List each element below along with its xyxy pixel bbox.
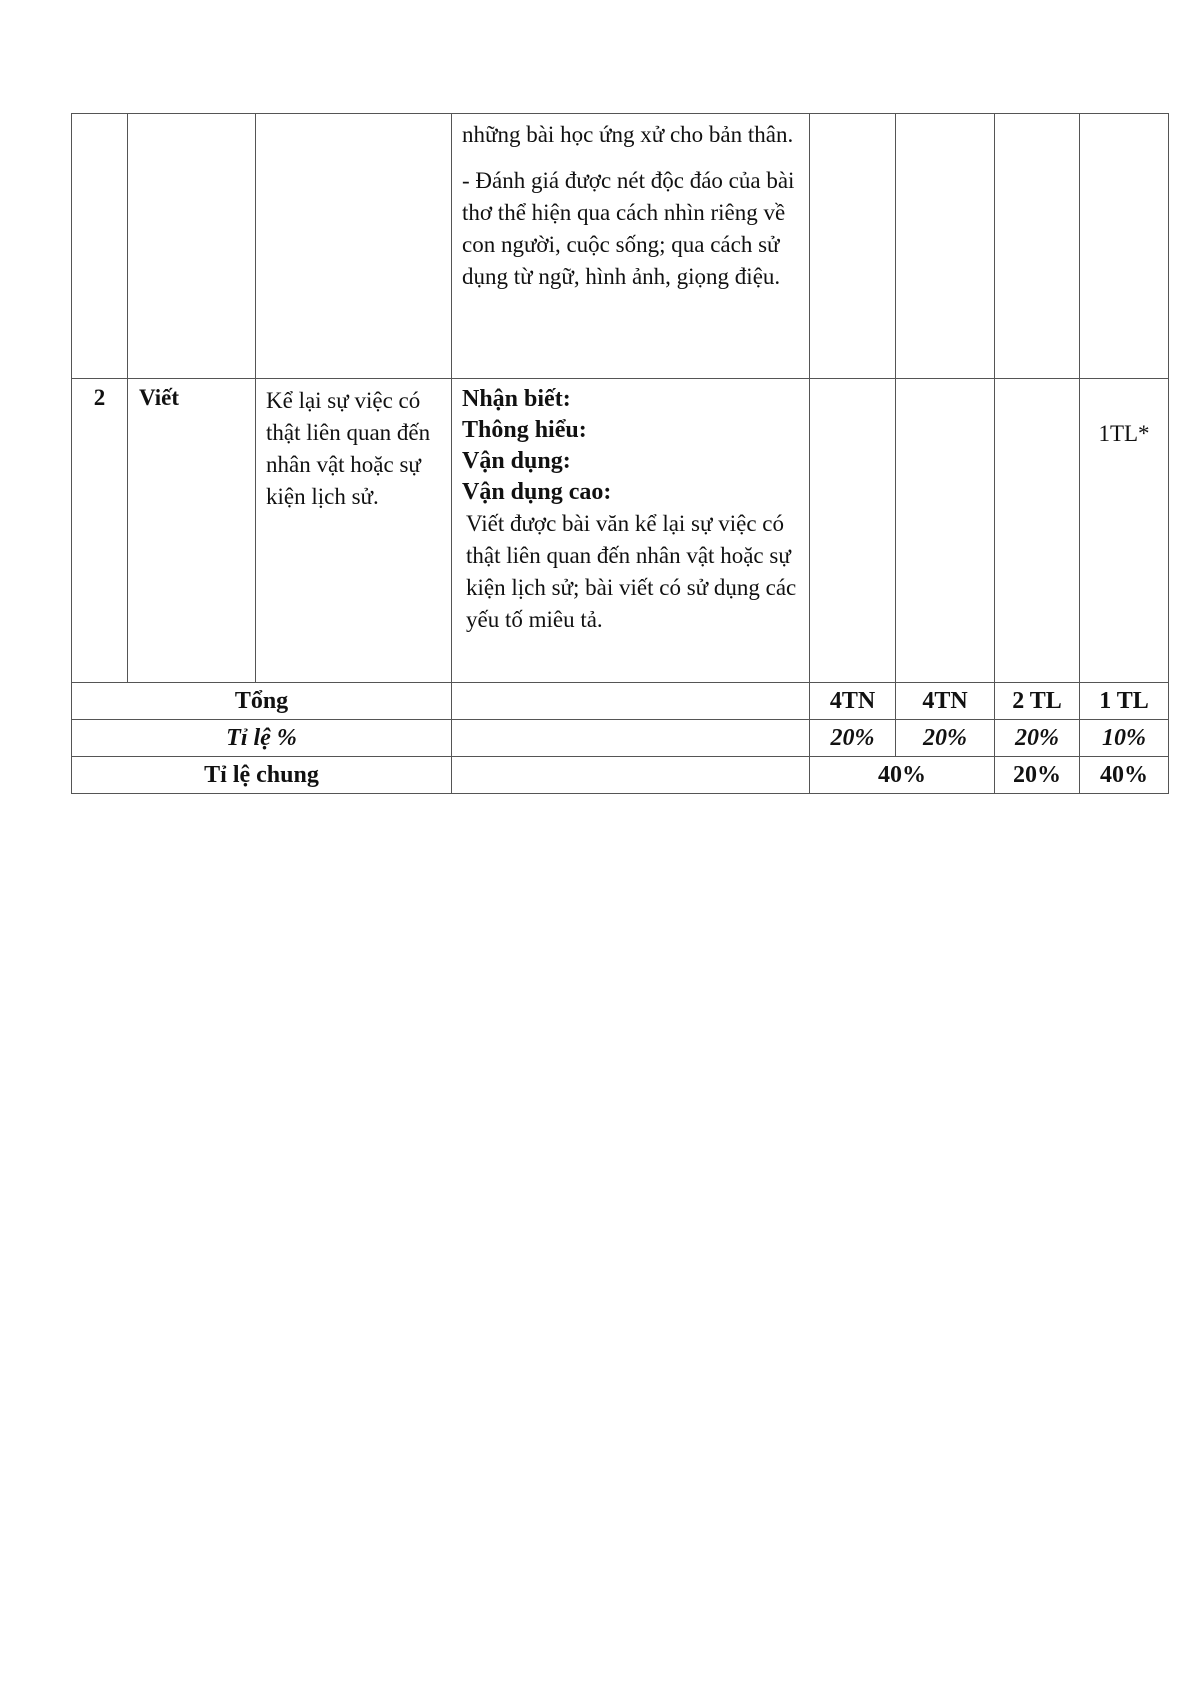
level-label-recognition: Nhận biết: <box>462 386 571 412</box>
advanced-application-text: Viết được bài văn kể lại sự việc có thật liên quan đến nhân vật hoặc sự kiện lịch sử; bài viết có sử dụng các yếu tố miêu tả. <box>466 511 797 632</box>
table-row-continued <box>72 114 1169 379</box>
table-row-total <box>72 683 1169 720</box>
ratio-application: 20% <box>995 720 1080 757</box>
unit-cell <box>256 114 452 379</box>
empty-cell <box>452 683 810 720</box>
level-description <box>452 379 810 683</box>
table-row-overall <box>72 757 1169 794</box>
table-row-writing <box>72 379 1169 683</box>
description-line: những bài học ứng xử cho bản thân. <box>462 122 794 147</box>
mark-cell <box>810 379 896 683</box>
skill-name: Viết <box>128 379 256 683</box>
overall-label: Tỉ lệ chung <box>72 757 452 794</box>
specification-table <box>71 113 1169 794</box>
total-application: 2 TL <box>995 683 1080 720</box>
mark-cell <box>810 114 896 379</box>
ratio-label: Tỉ lệ % <box>72 720 452 757</box>
empty-cell <box>452 720 810 757</box>
description-line: - Đánh giá được nét độc đáo của bài thơ thể hiện qua cách nhìn riêng về con người, cuộc sống; qua cách sử dụng từ ngữ, hình ảnh, giọng điệu. <box>462 168 795 289</box>
mark-cell <box>1080 114 1169 379</box>
row-number: 2 <box>72 379 128 683</box>
mark-cell <box>995 379 1080 683</box>
total-label: Tổng <box>72 683 452 720</box>
empty-cell <box>452 757 810 794</box>
unit-content: Kể lại sự việc có thật liên quan đến nhân vật hoặc sự kiện lịch sử. <box>256 379 452 683</box>
level-label-comprehension: Thông hiểu: <box>462 417 587 443</box>
level-label-advanced-application: Vận dụng cao: <box>462 479 612 505</box>
mark-cell <box>896 379 995 683</box>
mark-advanced-application: 1TL* <box>1080 379 1169 683</box>
table-row-ratio <box>72 720 1169 757</box>
description-cell <box>452 114 810 379</box>
total-advanced-application: 1 TL <box>1080 683 1169 720</box>
overall-advanced-application: 40% <box>1080 757 1169 794</box>
mark-cell <box>896 114 995 379</box>
total-comprehension: 4TN <box>896 683 995 720</box>
ratio-recognition: 20% <box>810 720 896 757</box>
overall-application: 20% <box>995 757 1080 794</box>
number-cell <box>72 114 128 379</box>
ratio-comprehension: 20% <box>896 720 995 757</box>
level-label-application: Vận dụng: <box>462 448 571 474</box>
ratio-advanced-application: 10% <box>1080 720 1169 757</box>
total-recognition: 4TN <box>810 683 896 720</box>
overall-combined: 40% <box>810 757 995 794</box>
mark-cell <box>995 114 1080 379</box>
skill-cell <box>128 114 256 379</box>
